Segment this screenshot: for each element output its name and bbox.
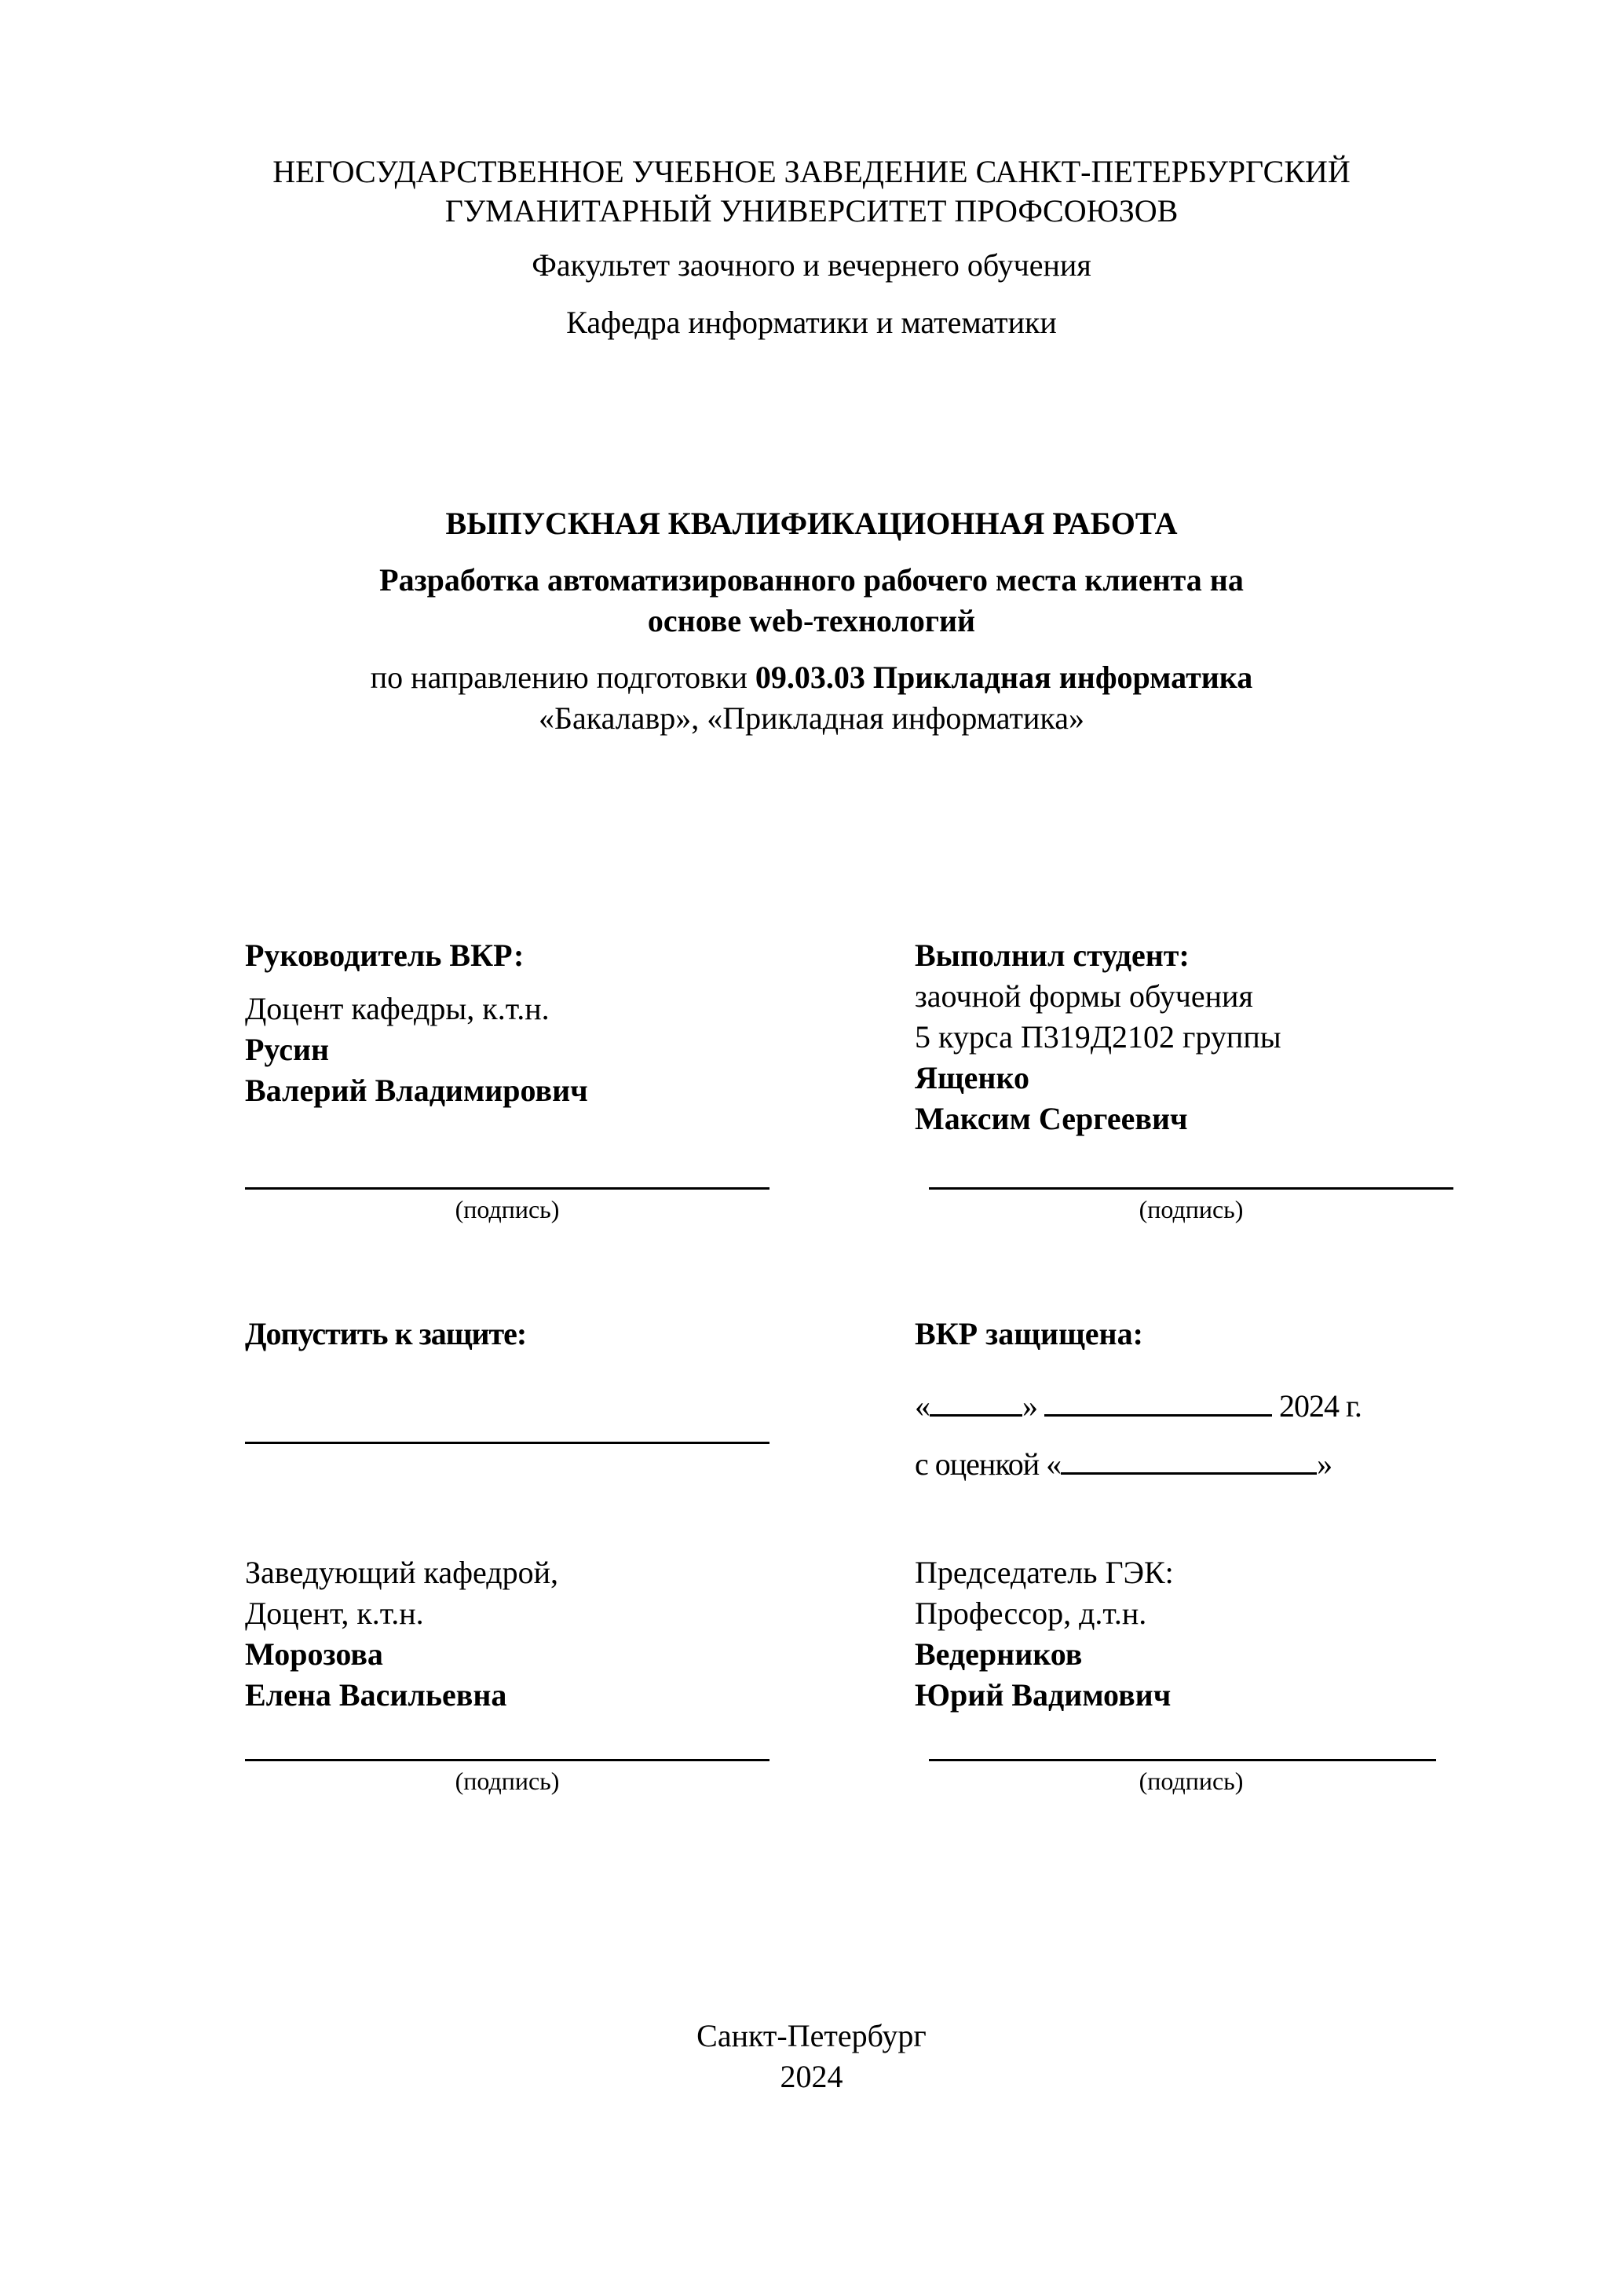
chairman-position: Профессор, д.т.н. xyxy=(915,1596,1147,1631)
day-blank xyxy=(930,1387,1022,1417)
direction-code-name: 09.03.03 Прикладная информатика xyxy=(755,660,1253,695)
direction-prefix: по направлению подготовки xyxy=(370,660,755,695)
student-signature-line xyxy=(929,1187,1453,1190)
work-topic-line-2: основе web-технологий xyxy=(647,603,976,638)
supervisor-signature-caption: (подпись) xyxy=(455,1195,560,1223)
student-study-form: заочной формы обучения xyxy=(915,978,1253,1014)
supervisor-heading: Руководитель ВКР: xyxy=(245,938,525,973)
student-name: Максим Сергеевич xyxy=(915,1101,1188,1136)
institution-line-1: НЕГОСУДАРСТВЕННОЕ УЧЕБНОЕ ЗАВЕДЕНИЕ САНКТ-ПЕТЕРБУРГСКИЙ xyxy=(272,154,1351,189)
head-signature-line xyxy=(245,1759,769,1761)
department-name: Кафедра информатики и математики xyxy=(566,305,1057,340)
supervisor-name: Валерий Владимирович xyxy=(245,1073,588,1108)
defense-grade xyxy=(915,1443,1332,1486)
date-open-quote: « xyxy=(915,1388,930,1424)
chairman-title: Председатель ГЭК: xyxy=(915,1555,1174,1590)
degree-profile: «Бакалавр», «Прикладная информатика» xyxy=(539,700,1084,736)
head-position: Доцент, к.т.н. xyxy=(245,1596,424,1631)
work-type: ВЫПУСКНАЯ КВАЛИФИКАЦИОННАЯ РАБОТА xyxy=(445,506,1178,541)
head-name: Елена Васильевна xyxy=(245,1677,507,1713)
chairman-signature-line xyxy=(929,1759,1436,1761)
month-blank xyxy=(1044,1387,1272,1417)
admission-heading: Допустить к защите: xyxy=(245,1316,527,1351)
head-title: Заведующий кафедрой, xyxy=(245,1555,559,1590)
student-heading: Выполнил студент: xyxy=(915,938,1190,973)
head-surname: Морозова xyxy=(245,1636,383,1672)
grade-suffix: » xyxy=(1317,1446,1332,1482)
grade-blank xyxy=(1061,1446,1317,1475)
head-signature-caption: (подпись) xyxy=(455,1767,560,1795)
chairman-signature-caption: (подпись) xyxy=(1139,1767,1244,1795)
defense-heading: ВКР защищена: xyxy=(915,1316,1143,1351)
grade-prefix: с оценкой « xyxy=(915,1446,1062,1482)
study-direction xyxy=(0,656,1623,699)
supervisor-position: Доцент кафедры, к.т.н. xyxy=(245,991,550,1026)
chairman-surname: Ведерников xyxy=(915,1636,1083,1672)
footer-year: 2024 xyxy=(780,2059,843,2094)
faculty-name: Факультет заочного и вечернего обучения xyxy=(532,247,1091,283)
student-signature-caption: (подпись) xyxy=(1139,1195,1244,1223)
defense-date xyxy=(915,1385,1362,1428)
work-topic-line-1: Разработка автоматизированного рабочего места клиента на xyxy=(379,562,1244,598)
institution-line-2: ГУМАНИТАРНЫЙ УНИВЕРСИТЕТ ПРОФСОЮЗОВ xyxy=(444,193,1179,229)
admission-signature-line xyxy=(245,1442,769,1444)
footer-city: Санкт-Петербург xyxy=(696,2018,927,2053)
supervisor-signature-line xyxy=(245,1187,769,1190)
student-surname: Ященко xyxy=(915,1060,1029,1095)
student-course-group: 5 курса П319Д2102 группы xyxy=(915,1019,1281,1055)
supervisor-surname: Русин xyxy=(245,1032,330,1067)
date-close-quote: » xyxy=(1022,1388,1037,1424)
chairman-name: Юрий Вадимович xyxy=(915,1677,1172,1713)
defense-year: 2024 г. xyxy=(1279,1388,1362,1424)
